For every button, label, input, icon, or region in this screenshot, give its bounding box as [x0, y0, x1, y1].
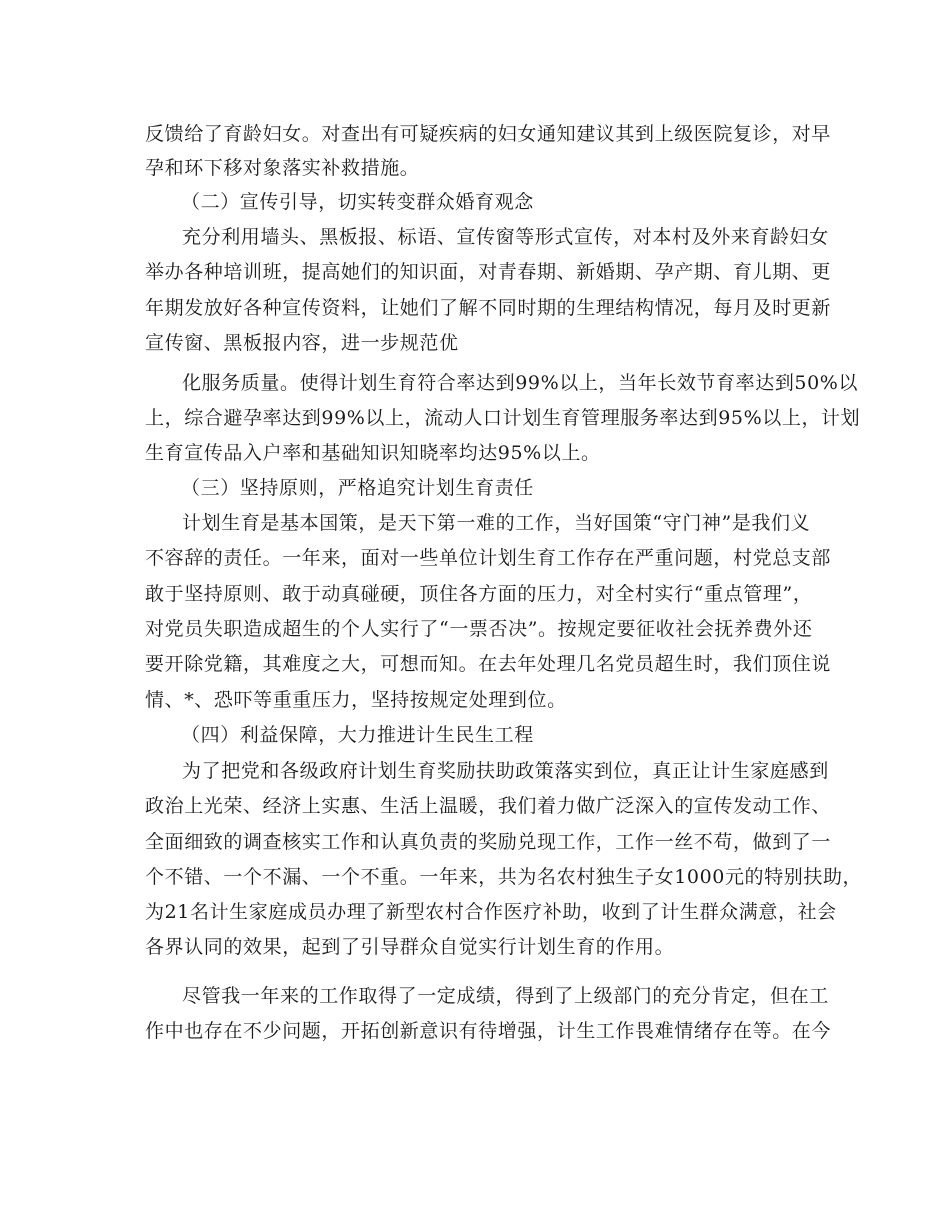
paragraph-line: 要开除党籍，其难度之大，可想而知。在去年处理几名党员超生时，我们顶住说 — [145, 653, 832, 675]
paragraph-line: 反馈给了育龄妇女。对查出有可疑疾病的妇女通知建议其到上级医院复诊，对早 — [145, 123, 832, 145]
paragraph-line: 个不错、一个不漏、一个不重。一年来，共为名农村独生子女1000元的特别扶助， — [145, 866, 863, 888]
paragraph-line: 孕和环下移对象落实补救措施。 — [145, 157, 420, 179]
paragraph-line: 不容辞的责任。一年来，面对一些单位计划生育工作存在严重问题，村党总支部 — [145, 547, 832, 569]
paragraph-line: 为了把党和各级政府计划生育奖励扶助政策落实到位，真正让计生家庭感到 — [182, 760, 829, 782]
paragraph-line: 上，综合避孕率达到99%以上，流动人口计划生育管理服务率达到95%以上，计划 — [145, 407, 861, 429]
paragraph-line: 情、*、恐吓等重重压力，坚持按规定处理到位。 — [145, 689, 567, 711]
paragraph-line: 宣传窗、黑板报内容，进一步规范优 — [145, 332, 459, 354]
paragraph-line: 举办各种培训班，提高她们的知识面，对青春期、新婚期、孕产期、育儿期、更 — [145, 261, 832, 283]
paragraph-line: 各界认同的效果，起到了引导群众自觉实行计划生育的作用。 — [145, 936, 675, 958]
paragraph-line: 对党员失职造成超生的个人实行了“一票否决”。按规定要征收社会抚养费外还 — [145, 618, 813, 640]
paragraph-line: 作中也存在不少问题，开拓创新意识有待增强，计生工作畏难情绪存在等。在今 — [145, 1020, 832, 1042]
paragraph-line: 敢于坚持原则、敢于动真碰硬，顶住各方面的压力，对全村实行“重点管理”， — [145, 583, 813, 605]
paragraph-line: 生育宣传品入户率和基础知识知晓率均达95%以上。 — [145, 442, 601, 464]
paragraph-line: 充分利用墙头、黑板报、标语、宣传窗等形式宣传，对本村及外来育龄妇女 — [182, 226, 829, 248]
section-heading-2: （二）宣传引导，切实转变群众婚育观念 — [181, 191, 534, 213]
paragraph-line: 计划生育是基本国策，是天下第一难的工作，当好国策“守门神”是我们义 — [182, 512, 811, 534]
paragraph-line: 尽管我一年来的工作取得了一定成绩，得到了上级部门的充分肯定，但在工 — [182, 985, 829, 1007]
paragraph-line: 为21名计生家庭成员办理了新型农村合作医疗补助，收到了计生群众满意，社会 — [145, 901, 837, 923]
paragraph-line: 全面细致的调查核实工作和认真负责的奖励兑现工作，工作一丝不苟，做到了一 — [145, 831, 832, 853]
paragraph-line: 化服务质量。使得计划生育符合率达到99%以上，当年长效节育率达到50%以 — [182, 372, 859, 394]
section-heading-3: （三）坚持原则，严格追究计划生育责任 — [181, 477, 534, 499]
paragraph-line: 年期发放好各种宣传资料，让她们了解不同时期的生理结构情况，每月及时更新 — [145, 297, 832, 319]
section-heading-4: （四）利益保障，大力推进计生民生工程 — [181, 724, 534, 746]
paragraph-line: 政治上光荣、经济上实惠、生活上温暖，我们着力做广泛深入的宣传发动工作、 — [145, 795, 832, 817]
